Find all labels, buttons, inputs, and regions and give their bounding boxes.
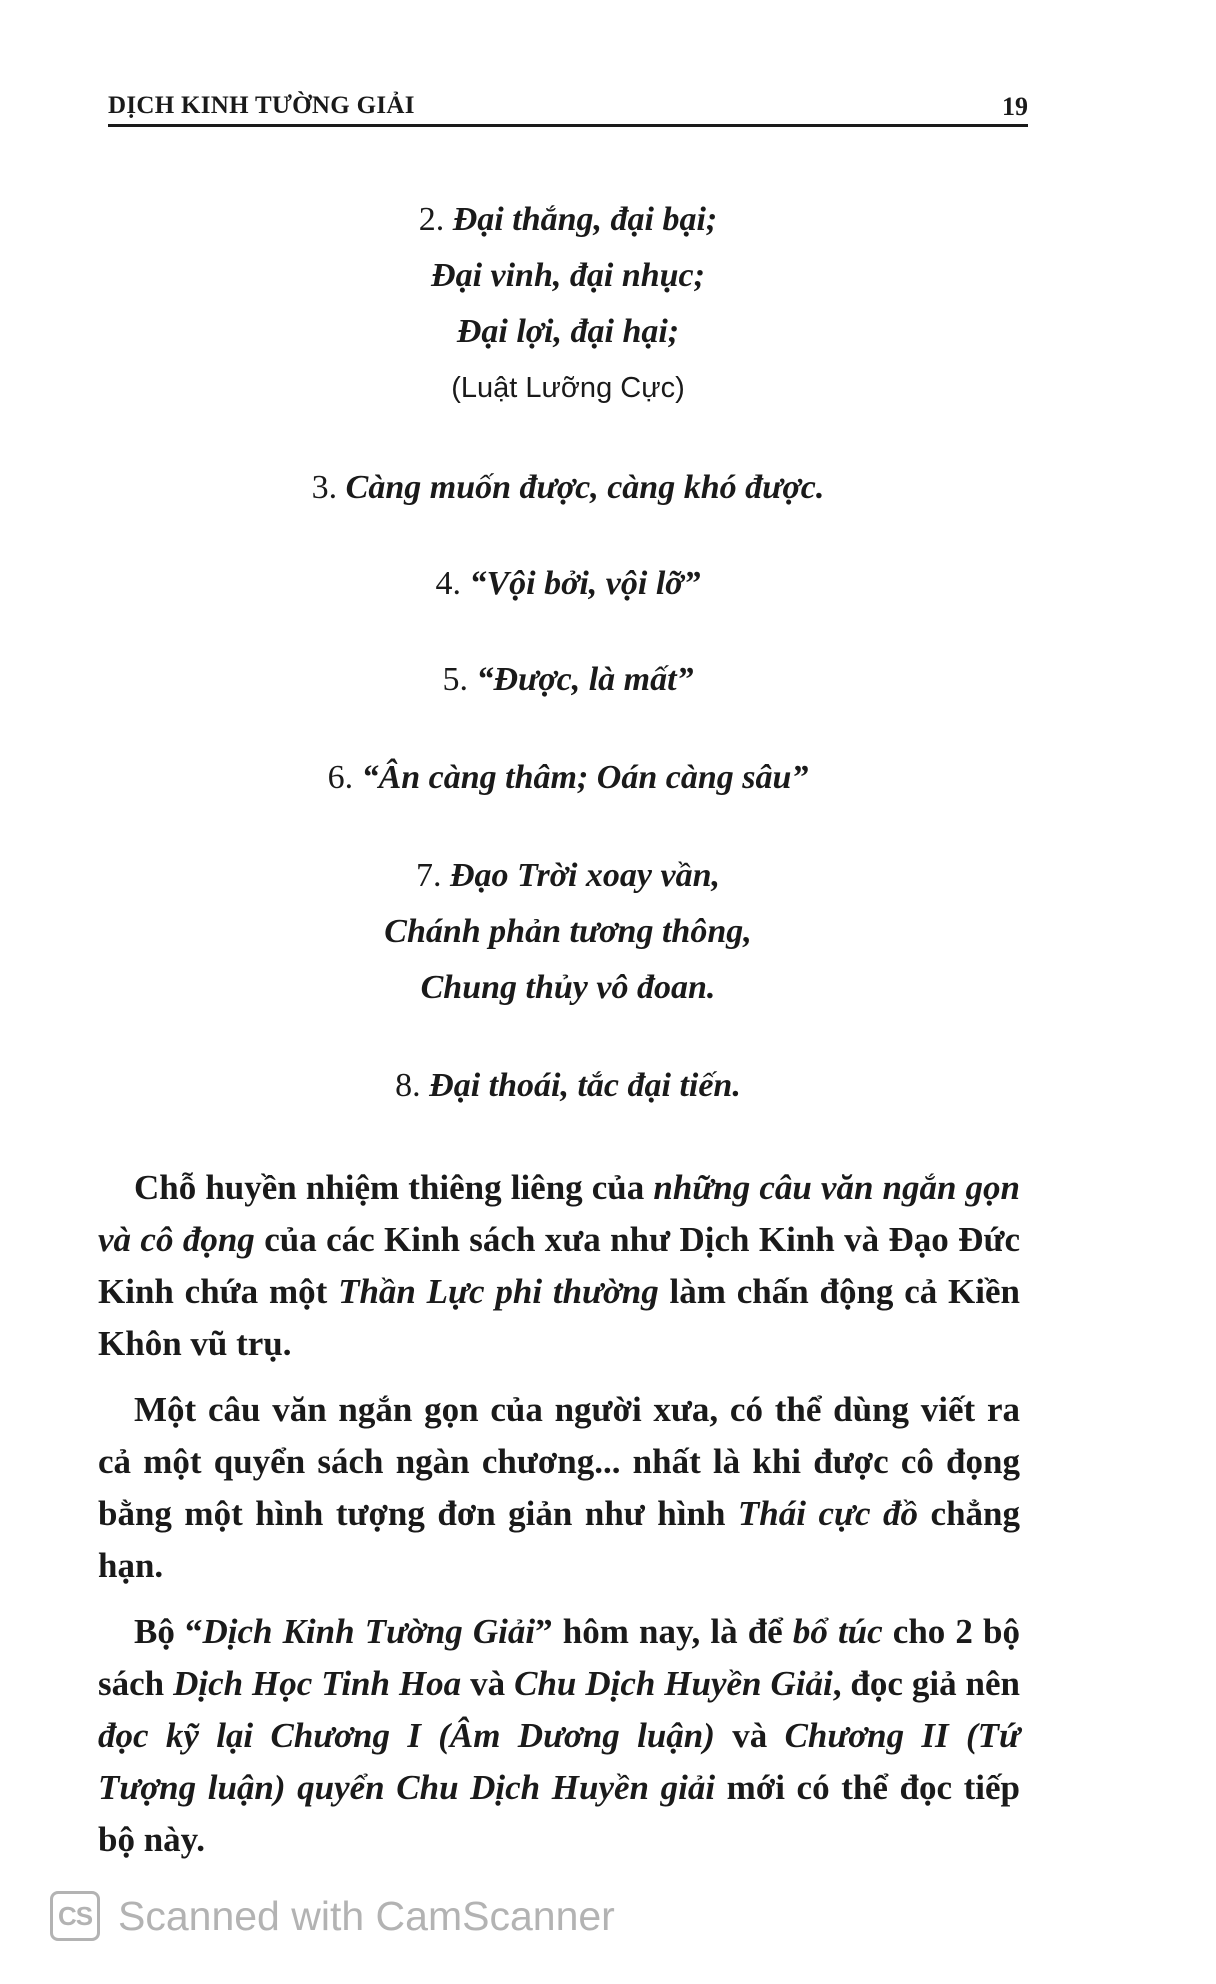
body-paragraph-1 bbox=[98, 1162, 1020, 1370]
verse-6 bbox=[108, 750, 1028, 806]
camscanner-text: Scanned with CamScanner bbox=[118, 1892, 615, 1939]
paragraph-text: Chỗ huyền nhiệm thiêng liêng của bbox=[134, 1168, 654, 1207]
verse-text: Càng muốn được, càng khó được. bbox=[345, 469, 825, 506]
camscanner-logo-icon bbox=[50, 1891, 100, 1941]
verse-note: (Luật Lưỡng Cực) bbox=[451, 372, 685, 404]
verse-text: Đạo Trời xoay vần, bbox=[449, 857, 721, 894]
paragraph-emphasis: Dịch Kinh Tường Giải bbox=[202, 1612, 536, 1651]
paragraph-emphasis: Chương II (Tứ Tượng luận) quyển Chu Dịch Huyền giải bbox=[98, 1716, 1020, 1807]
body-paragraph-2 bbox=[98, 1384, 1020, 1592]
verse-text: “Vội bởi, vội lỡ” bbox=[469, 565, 701, 602]
camscanner-watermark bbox=[50, 1888, 615, 1944]
verse-text: Đại thắng, đại bại; bbox=[452, 201, 718, 238]
verse-number: 7. bbox=[415, 857, 442, 894]
paragraph-text: và bbox=[461, 1664, 515, 1703]
verse-7 bbox=[108, 848, 1028, 1016]
verse-text: Chung thủy vô đoan. bbox=[420, 969, 716, 1006]
verse-5 bbox=[108, 652, 1028, 708]
verse-number: 3. bbox=[311, 469, 338, 506]
verse-3 bbox=[108, 460, 1028, 516]
paragraph-text: mới có thể đọc tiếp bộ này. bbox=[98, 1768, 1020, 1859]
verse-text: Chánh phản tương thông, bbox=[384, 913, 752, 950]
verse-text: Đại lợi, đại hại; bbox=[456, 313, 680, 350]
paragraph-text: chẳng hạn. bbox=[98, 1494, 1020, 1585]
paragraph-text: Bộ “ bbox=[134, 1612, 203, 1651]
verse-number: 2. bbox=[418, 201, 445, 238]
verse-text: Đại thoái, tắc đại tiến. bbox=[429, 1067, 741, 1104]
verse-line bbox=[108, 192, 1028, 248]
verse-4 bbox=[108, 556, 1028, 612]
page-number: 19 bbox=[1002, 92, 1028, 121]
verse-text: Đại vinh, đại nhục; bbox=[431, 257, 705, 294]
verse-number: 8. bbox=[395, 1067, 421, 1104]
paragraph-text: và bbox=[714, 1716, 785, 1755]
book-title-header: DỊCH KINH TƯỜNG GIẢI bbox=[108, 92, 415, 119]
verse-2 bbox=[108, 192, 1028, 416]
camscanner-logo-text: CS bbox=[57, 1900, 93, 1931]
verse-8 bbox=[108, 1058, 1028, 1114]
paragraph-emphasis: những câu văn ngắn gọn và cô đọng bbox=[98, 1168, 1021, 1259]
paragraph-emphasis: Chu Dịch Huyền Giải bbox=[514, 1664, 833, 1703]
paragraph-emphasis: Dịch Học Tinh Hoa bbox=[173, 1664, 462, 1703]
verse-number: 6. bbox=[327, 759, 354, 796]
verse-text: “Được, là mất” bbox=[476, 661, 694, 698]
running-header bbox=[108, 88, 1028, 127]
paragraph-emphasis: bổ túc bbox=[792, 1612, 883, 1651]
paragraph-emphasis: Thần Lực phi thường bbox=[338, 1272, 659, 1311]
verse-number: 5. bbox=[442, 661, 468, 698]
paragraph-emphasis: Thái cực đồ bbox=[737, 1494, 919, 1533]
paragraph-emphasis: đọc kỹ lại Chương I (Âm Dương luận) bbox=[98, 1716, 715, 1755]
paragraph-text: Một câu văn ngắn gọn của người xưa, có thể dùng viết ra cả một quyển sách ngàn chương... nhất là khi được cô đọng bằng một hình tượng đơn giản như hình bbox=[98, 1390, 1020, 1533]
paragraph-text: cho 2 bộ sách bbox=[98, 1612, 1020, 1703]
paragraph-text: ” hôm nay, là để bbox=[535, 1612, 793, 1651]
paragraph-text: của các Kinh sách xưa như Dịch Kinh và Đạo Đức Kinh chứa một bbox=[98, 1220, 1020, 1311]
body-paragraph-3 bbox=[98, 1606, 1020, 1866]
verse-text: “Ân càng thâm; Oán càng sâu” bbox=[361, 759, 809, 796]
verse-number: 4. bbox=[435, 565, 461, 602]
paragraph-text: làm chấn động cả Kiền Khôn vũ trụ. bbox=[98, 1272, 1020, 1363]
paragraph-text: , đọc giả nên bbox=[832, 1664, 1020, 1703]
